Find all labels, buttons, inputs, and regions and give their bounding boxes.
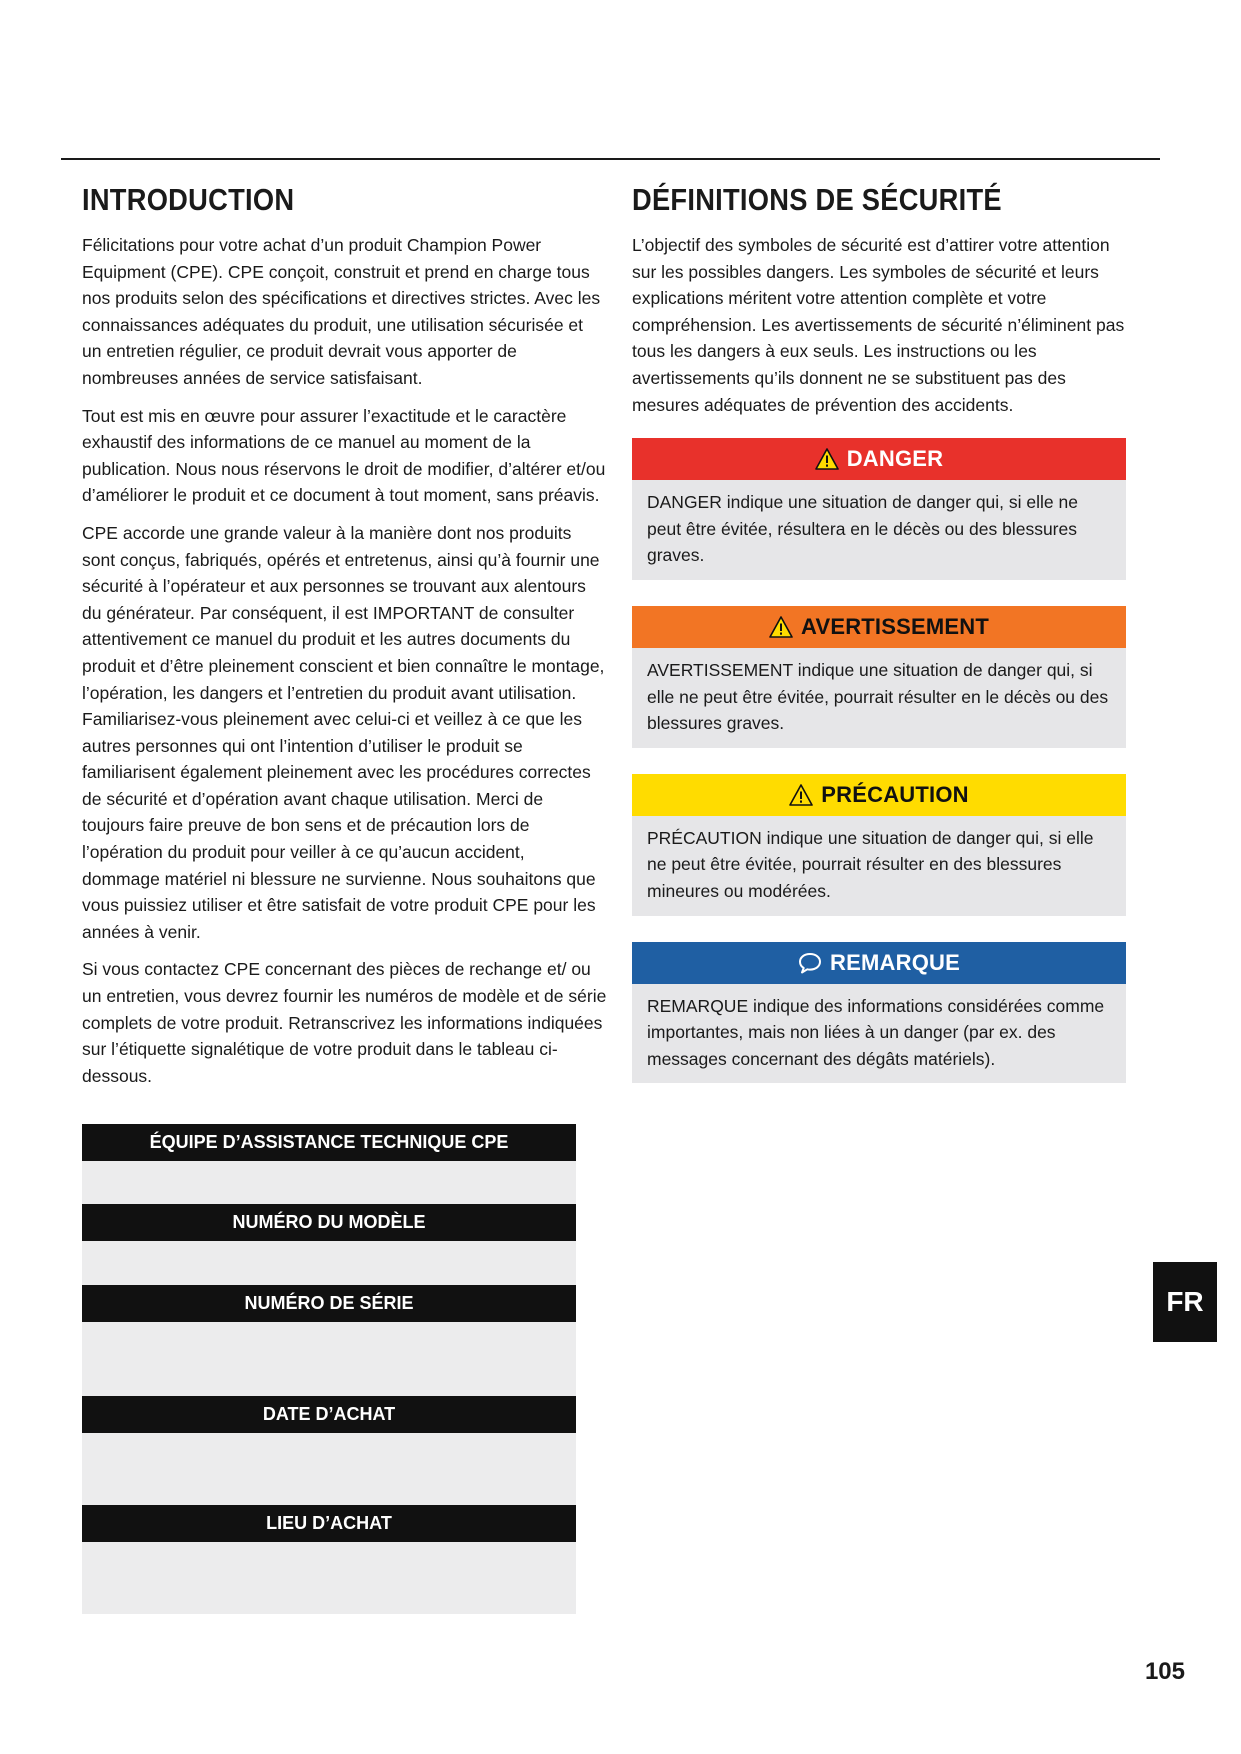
- introduction-section: [82, 180, 607, 1100]
- warning-header: [632, 606, 1126, 648]
- intro-paragraph-2: Tout est mis en œuvre pour assurer l’exactitude et le caractère exhaustif des informations de ce manuel au moment de la publication. Nous nous réservons le droit de modifier, d’altérer et/ou d’améliorer le produit et ce document à tout moment, sans préavis.: [82, 405, 606, 506]
- intro-paragraph-3: CPE accorde une grande valeur à la manière dont nos produits sont conçus, fabriqués, opérés et entretenus, ainsi qu’à fournir une sécurité à l’opérateur et aux personnes se trouvant aux alentours du générateur. Par conséquent, il est IMPORTANT de consulter attentivement ce manuel du produit et les autres documents du produit et d’être pleinement conscient et bien connaître le montage, l’opération, les dangers et l’entretien du produit avant utilisation. Familiarisez-vous pleinement avec celui-ci et veillez à ce que les autres personnes qui ont l’intention d’utiliser le produit se familiarisent également pleinement avec les procédures correctes de sécurité et d’opération avant chaque utilisation. Merci de toujours faire preuve de bon sens et de précaution lors de l’opération du produit pour veiller à ce qu’aucun accident, dommage matériel ni blessure ne survienne. Nous souhaitons que vous puissiez utiliser et être satisfait de votre produit CPE pour les années à venir.: [82, 522, 605, 942]
- warning-triangle-icon: [815, 448, 839, 470]
- page-number: 105: [1144, 1658, 1185, 1685]
- serial-number-header: NUMÉRO DE SÉRIE: [82, 1285, 576, 1322]
- top-divider: [61, 158, 1160, 160]
- model-number-field[interactable]: [82, 1241, 576, 1285]
- cpe-support-field[interactable]: [82, 1161, 576, 1204]
- warning-box: [632, 606, 1126, 748]
- safety-intro-paragraph: L’objectif des symboles de sécurité est d’attirer votre attention sur les possibles dangers. Les symboles de sécurité et leurs explications méritent votre attention complète et votre compréhension. Les avertissements de sécurité n’éliminent pas tous les dangers à eux seuls. Les instructions ou les avertissements qu’ils donnent ne se substituent pas des mesures adéquates de prévention des accidents.: [632, 235, 1125, 415]
- notice-box: [632, 942, 1126, 1084]
- caution-text: PRÉCAUTION indique une situation de danger qui, si elle ne peut être évitée, pourrait résulter en des blessures mineures ou modérées.: [632, 816, 1126, 916]
- notice-label: REMARQUE: [830, 949, 960, 975]
- cpe-support-header: ÉQUIPE D’ASSISTANCE TECHNIQUE CPE: [82, 1124, 576, 1161]
- notice-header: [632, 942, 1126, 984]
- speech-bubble-icon: [798, 952, 822, 974]
- notice-text: REMARQUE indique des informations considérées comme importantes, mais non liées à un danger (par ex. des messages concernant des dégâts matériels).: [632, 984, 1126, 1084]
- purchase-place-header: LIEU D’ACHAT: [82, 1505, 576, 1542]
- language-tab: FR: [1153, 1262, 1217, 1342]
- warning-triangle-icon: [769, 616, 793, 638]
- purchase-date-header: DATE D’ACHAT: [82, 1396, 576, 1433]
- safety-title: DÉFINITIONS DE SÉCURITÉ: [632, 182, 1002, 217]
- warning-label: AVERTISSEMENT: [801, 613, 989, 639]
- warning-text: AVERTISSEMENT indique une situation de danger qui, si elle ne peut être évitée, pourrait résulter en le décès ou des blessures graves.: [632, 648, 1126, 748]
- intro-paragraph-1: Félicitations pour votre achat d’un produit Champion Power Equipment (CPE). CPE conçoit, construit et prend en charge tous nos produits selon des spécifications et directives strictes. Avec les connaissances adéquates du produit, une utilisation sécurisée et un entretien régulier, ce produit devrait vous apporter de nombreuses années de service satisfaisant.: [82, 235, 601, 388]
- purchase-place-field[interactable]: [82, 1542, 576, 1614]
- safety-definitions-section: [632, 180, 1132, 1109]
- cpe-info-table: [82, 1124, 576, 1614]
- intro-paragraph-4: Si vous contactez CPE concernant des pièces de rechange et/ ou un entretien, vous devrez fournir les numéros de modèle et de série complets de votre produit. Retranscrivez les informations indiquées sur l’étiquette signalétique de votre produit dans le tableau ci-dessous.: [82, 959, 607, 1086]
- caution-header: [632, 774, 1126, 816]
- purchase-date-field[interactable]: [82, 1433, 576, 1505]
- caution-box: [632, 774, 1126, 916]
- model-number-header: NUMÉRO DU MODÈLE: [82, 1204, 576, 1241]
- serial-number-field[interactable]: [82, 1322, 576, 1396]
- introduction-title: INTRODUCTION: [82, 182, 295, 217]
- warning-triangle-icon: [789, 784, 813, 806]
- danger-label: DANGER: [846, 446, 944, 472]
- caution-label: PRÉCAUTION: [821, 781, 969, 807]
- danger-header: [632, 438, 1126, 480]
- danger-box: [632, 438, 1126, 580]
- danger-text: DANGER indique une situation de danger qui, si elle ne peut être évitée, résultera en le décès ou des blessures graves.: [632, 480, 1126, 580]
